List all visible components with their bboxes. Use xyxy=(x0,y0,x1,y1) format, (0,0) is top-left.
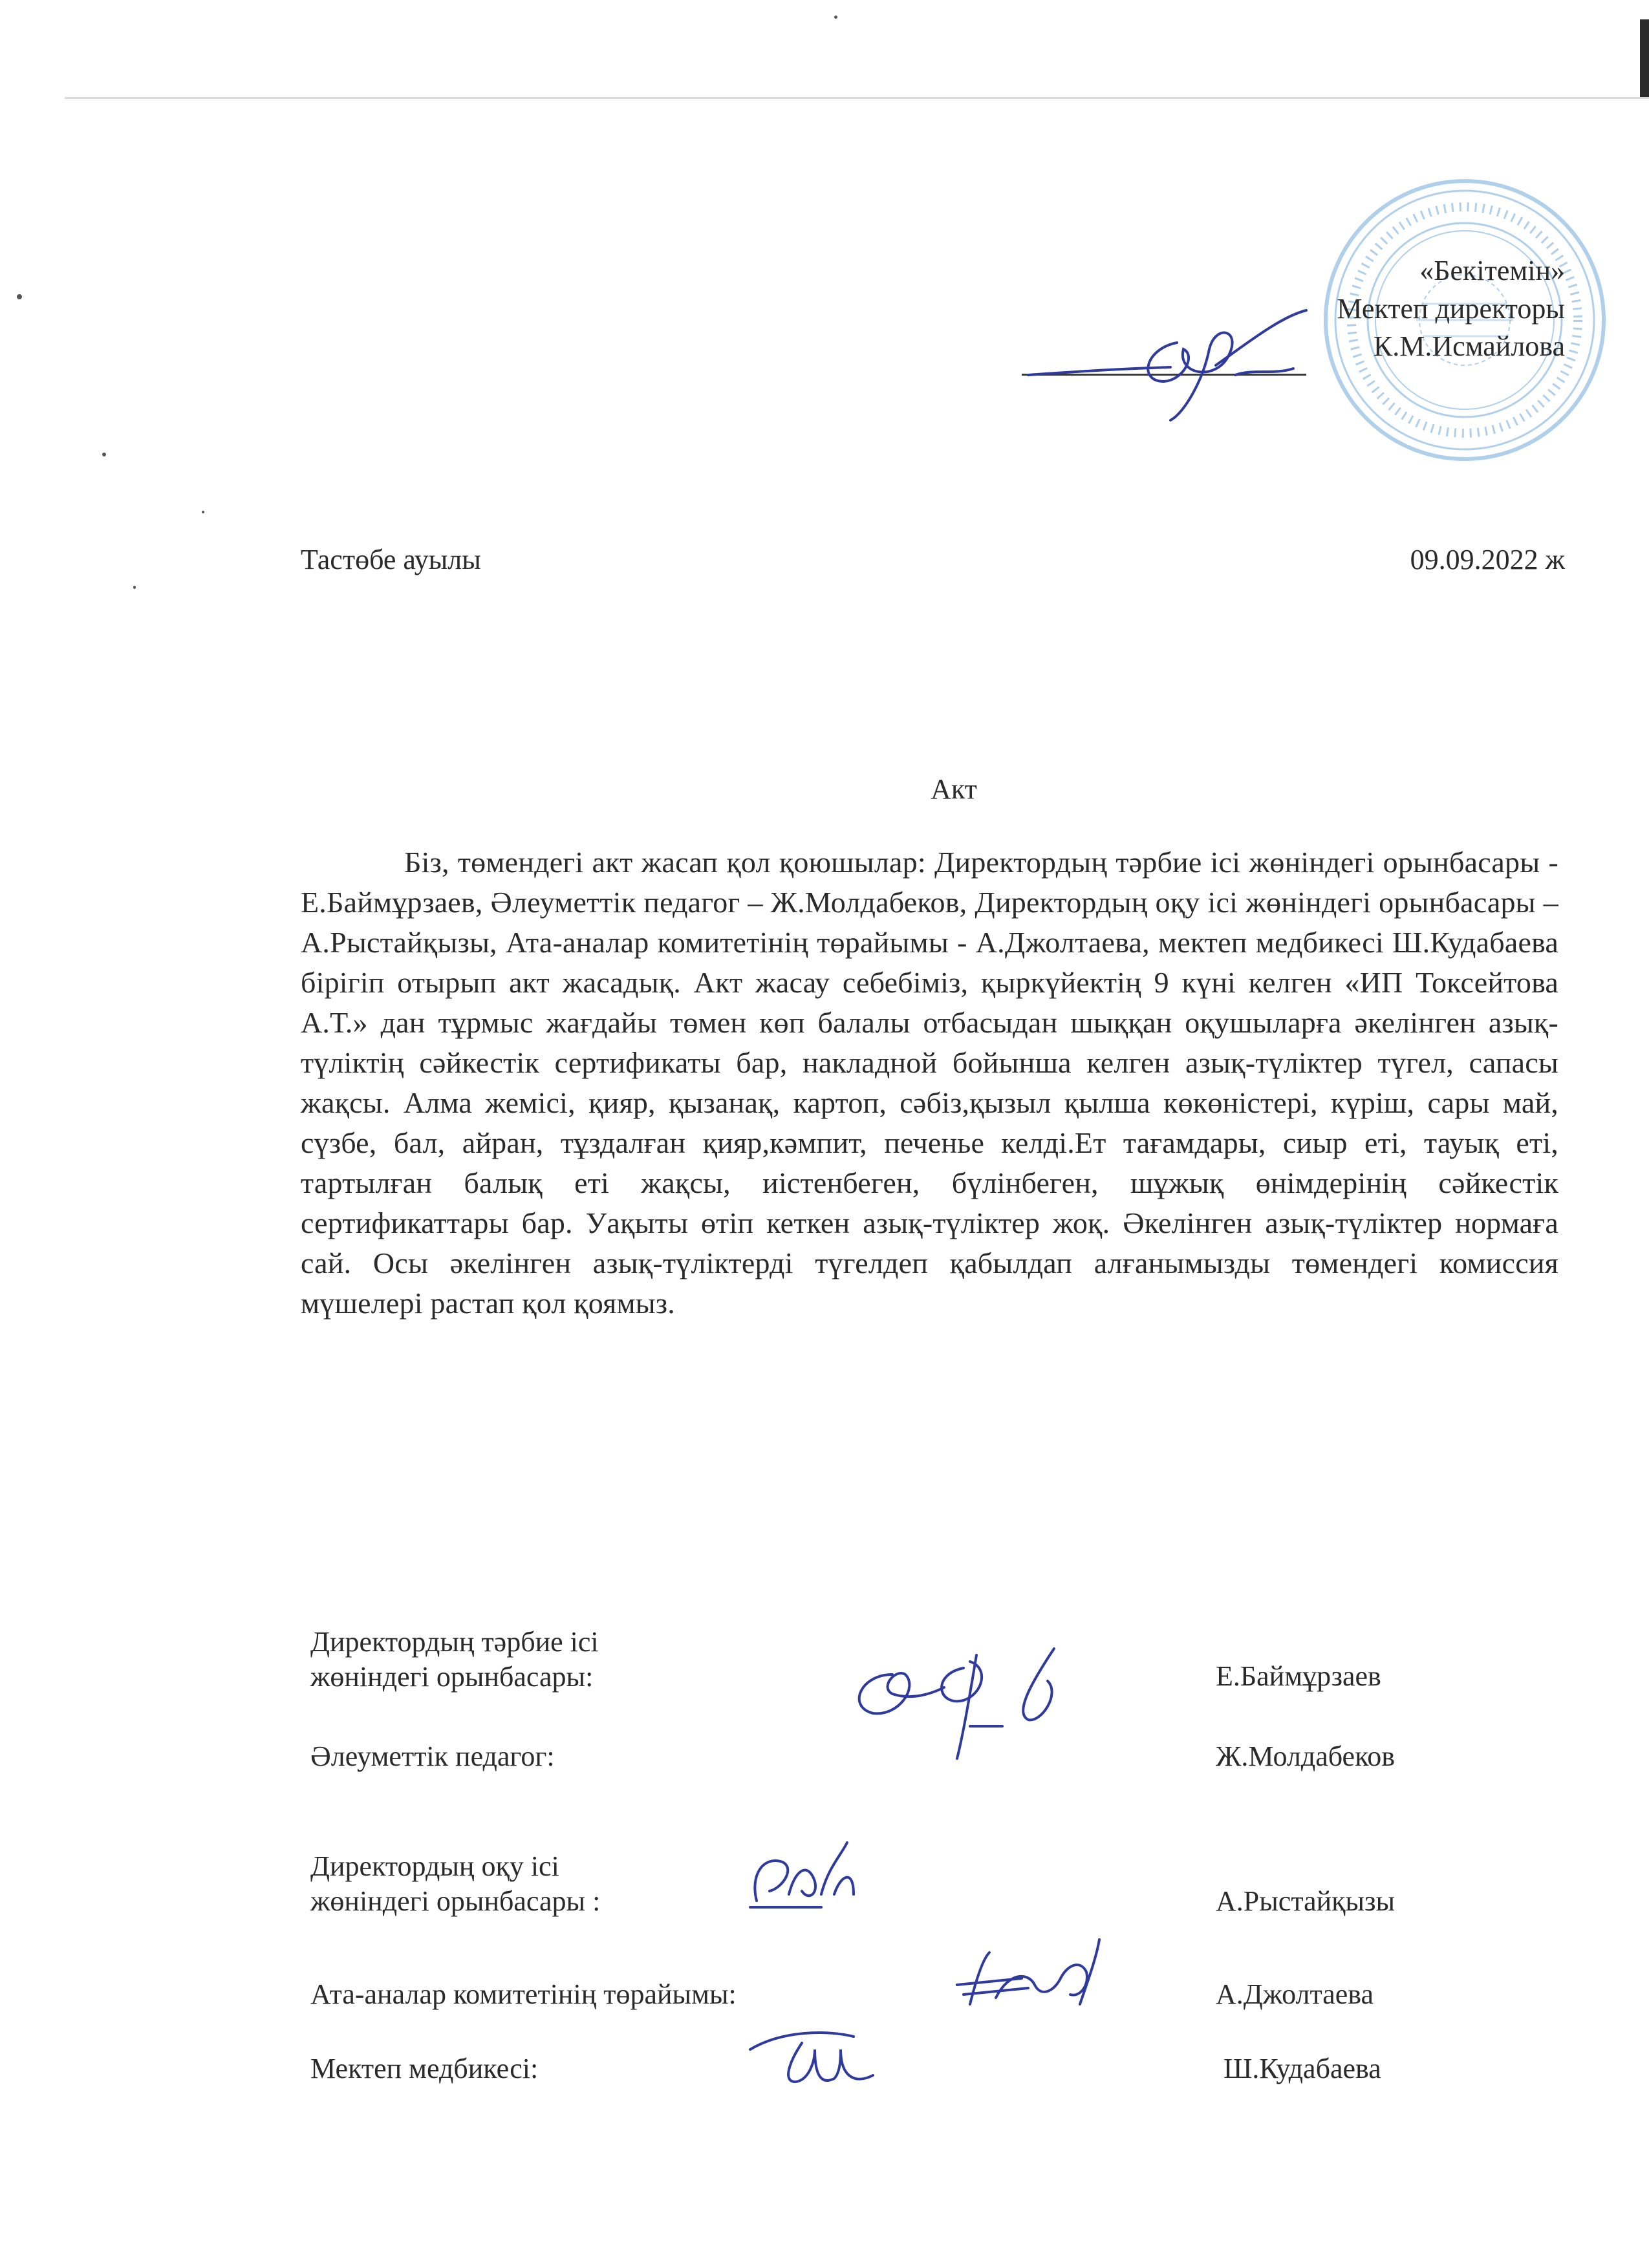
scan-speck xyxy=(202,511,204,513)
director-signature xyxy=(1022,304,1319,427)
signatory-name: Ш.Кудабаева xyxy=(1223,2053,1381,2084)
signatory-role: Ата-аналар комитетінің төрайымы: xyxy=(310,1978,737,2010)
act-body-paragraph: Біз, төмендегі акт жасап қол қоюшылар: Директордың тәрбие ісі жөніндегі орынбасары - Е.Баймұрзаев, Әлеуметтік педагог – Ж.Молдабеков, Директордың оқу ісі жөніндегі орынбасары – А.Рыстайқызы, Ата-аналар комитетінің төрайымы - А.Джолтаева, мектеп медбикесі Ш.Кудабаева бірігіп отырып акт жасадық. Акт жасау себебіміз, қыркүйектің 9 күні келген «ИП Токсейтова А.Т.» дан тұрмыс жағдайы төмен көп балалы отбасыдан шыққан оқушыларға әкелінген азық-түліктің сәйкестік сертификаты бар, накладной бойынша келген азық-түліктер түгел, сапасы жақсы. Алма жемісі, қияр, қызанақ, картоп, сәбіз,қызыл қылша көкөністері, күріш, сары май, сүзбе, бал, айран, тұздалған қияр,кәмпит, печенье келді.Ет тағамдары, сиыр еті, тауық еті, тартылған балық еті жақсы, иістенбеген, бүлінбеген, шұжық өнімдерінің сәйкестік сертификаттары бар. Уақыты өтіп кеткен азық-түліктер жоқ. Әкелінген азық-түліктер нормаға сай. Осы әкелінген азық-түліктерді түгелдеп қабылдап алғанымызды төмендегі комиссия мүшелері растап қол қоямыз. xyxy=(301,846,1558,1320)
document-date: 09.09.2022 ж xyxy=(1410,544,1565,575)
signatory-role: Мектеп медбикесі: xyxy=(310,2053,539,2084)
signature-kudabaeva xyxy=(744,2024,899,2095)
document-title: Акт xyxy=(931,773,977,805)
approval-heading: «Бекітемін» xyxy=(1419,255,1565,286)
signature-baimurzaev xyxy=(834,1629,1106,1771)
scan-top-rule xyxy=(65,97,1649,99)
scan-edge-mark xyxy=(1640,19,1649,97)
scan-speck xyxy=(102,453,106,456)
scan-speck xyxy=(834,16,837,19)
approval-block xyxy=(1337,252,1565,366)
signatory-role: Директордың тәрбие ісі жөніндегі орынбасары: xyxy=(310,1626,599,1693)
signatory-name: А.Джолтаева xyxy=(1216,1978,1374,2010)
signatory-role: Директордың оқу ісі жөніндегі орынбасары : xyxy=(310,1850,601,1917)
scan-speck xyxy=(17,294,22,299)
signatory-name: Е.Баймұрзаев xyxy=(1216,1660,1381,1692)
approval-director-name: К.М.Исмайлова xyxy=(1373,330,1565,363)
signatory-name: А.Рыстайқызы xyxy=(1216,1885,1396,1917)
signatory-name: Ж.Молдабеков xyxy=(1216,1740,1395,1772)
approval-position: Мектеп директоры xyxy=(1337,292,1565,325)
document-place: Тастөбе ауылы xyxy=(301,544,481,575)
signature-rystaikyzy xyxy=(744,1830,860,1920)
scan-speck xyxy=(133,586,136,589)
signature-dzholtaeva xyxy=(951,1933,1106,2024)
signatory-role: Әлеуметтік педагог: xyxy=(310,1740,555,1772)
